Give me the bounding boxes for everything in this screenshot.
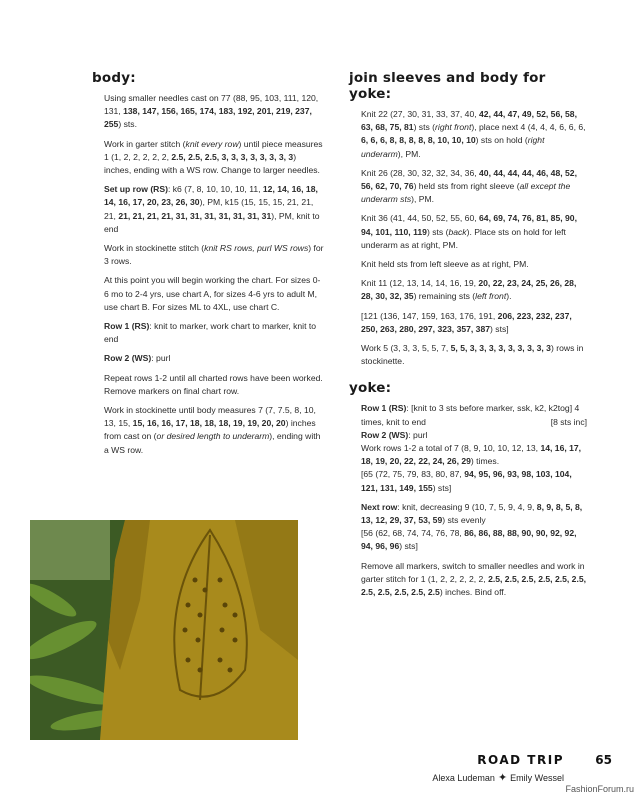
right-column bbox=[349, 70, 587, 605]
knit-back-paragraph: Knit 36 (41, 44, 50, 52, 55, 60, 64, 69, 74, 76, 81, 85, 90, 94, 101, 110, 119) sts (back). Place sts on hold for left underarm as at right, PM. bbox=[361, 213, 577, 250]
yoke-repeat-paragraph: Work rows 1-2 a total of 7 (8, 9, 10, 10, 12, 13, 14, 16, 17, 18, 19, 20, 22, 22, 24, 26, 29) times. bbox=[361, 443, 582, 467]
yoke-row-1-paragraph: Row 1 (RS): [knit to 3 sts before marker, ssk, k2, k2tog] 4 times, knit to end [8 sts inc] bbox=[349, 402, 587, 428]
section-heading-body: body: bbox=[92, 70, 136, 86]
chart-instructions-paragraph: At this point you will begin working the chart. For sizes 0-6 mo to 2-4 yrs, use chart A, for sizes 4-6 yrs to adult M, use chart B. For sizes ML to 4XL, use chart C. bbox=[104, 275, 321, 312]
sweater-photo-illustration bbox=[30, 520, 298, 740]
sweater-photo bbox=[30, 520, 298, 740]
stockinette-rows-paragraph: Work 5 (3, 3, 3, 5, 5, 7, 5, 5, 3, 3, 3, 3, 3, 3, 3, 3, 3) rows in stockinette. bbox=[361, 343, 584, 367]
knit-left-sleeve-paragraph: Knit held sts from left sleeve as at right, PM. bbox=[361, 259, 529, 270]
final-stitch-count-paragraph: [56 (62, 68, 74, 74, 76, 78, 86, 86, 88, 88, 90, 90, 92, 92, 94, 96, 96) sts] bbox=[361, 528, 577, 552]
yoke-row-2-paragraph: Row 2 (WS): purl bbox=[361, 429, 428, 440]
next-row-paragraph: Next row: knit, decreasing 9 (10, 7, 5, 9, 4, 9, 8, 9, 8, 5, 8, 13, 12, 29, 37, 53, 59) sts evenly bbox=[361, 501, 583, 526]
cast-on-paragraph: Using smaller needles cast on 77 (88, 95, 103, 111, 120, 131, 138, 147, 156, 165, 174, 183, 192, 201, 219, 237, 255) sts. bbox=[104, 93, 319, 130]
author-credits: Alexa Ludeman ✦ Emily Wessel bbox=[432, 772, 564, 784]
knit-left-front-paragraph: Knit 11 (12, 13, 14, 14, 16, 19, 20, 22, 23, 24, 25, 26, 28, 28, 30, 32, 35) remaining sts (left front). bbox=[361, 278, 577, 302]
yoke-stitch-count-paragraph: [65 (72, 75, 79, 83, 80, 87, 94, 95, 96, 93, 98, 103, 104, 121, 131, 149, 155) sts] bbox=[361, 469, 572, 493]
section-heading-join: join sleeves and body for yoke: bbox=[349, 70, 546, 102]
bind-off-paragraph: Remove all markers, switch to smaller needles and work in garter stitch for 1 (1, 2, 2, 2, 2, 2, 2.5, 2.5, 2.5, 2.5, 2.5, 2.5, 2.5, 2.5, 2.5, 2.5, 2.5) inches. Bind off. bbox=[361, 560, 587, 598]
watermark: FashionForum.ru bbox=[565, 784, 634, 794]
left-column bbox=[92, 70, 324, 463]
stockinette-paragraph: Work in stockinette stitch (knit RS rows, purl WS rows) for 3 rows. bbox=[104, 243, 324, 267]
garter-paragraph: Work in garter stitch (knit every row) until piece measures 1 (1, 2, 2, 2, 2, 2, 2.5, 2.5, 2.5, 3, 3, 3, 3, 3, 3, 3, 3) inches, ending with a WS row. Change to larger needles. bbox=[104, 138, 323, 176]
magazine-section-title: ROAD TRIP bbox=[477, 753, 564, 767]
row-2-paragraph: Row 2 (WS): purl bbox=[104, 353, 171, 364]
sky-patch bbox=[30, 520, 110, 580]
stitch-count-paragraph: [121 (136, 147, 159, 163, 176, 191, 206, 223, 232, 237, 250, 263, 280, 297, 323, 357, 387) sts] bbox=[361, 310, 572, 334]
increase-note: [8 sts inc] bbox=[550, 416, 587, 427]
section-heading-yoke: yoke: bbox=[349, 380, 392, 397]
star-icon: ✦ bbox=[497, 772, 508, 784]
body-length-paragraph: Work in stockinette until body measures 7 (7, 7.5, 8, 10, 13, 15, 15, 16, 16, 17, 18, 18, 18, 19, 19, 20, 20) inches from cast on (or desired length to underarm), ending with a WS row. bbox=[104, 405, 321, 455]
knit-right-sleeve-paragraph: Knit 26 (28, 30, 32, 32, 34, 36, 40, 44, 44, 44, 46, 48, 52, 56, 62, 70, 76) held sts from right sleeve (all except the underarm sts), PM. bbox=[361, 167, 577, 205]
repeat-paragraph: Repeat rows 1-2 until all charted rows have been worked. Remove markers on final chart row. bbox=[104, 372, 323, 396]
knit-right-front-paragraph: Knit 22 (27, 30, 31, 33, 37, 40, 42, 44, 47, 49, 52, 56, 58, 63, 68, 75, 81) sts (right front), place next 4 (4, 4, 4, 6, 6, 6, 6, 6, 6, 8, 8, 8, 8, 8, 10, 10, 10) sts on hold (right underarm), PM. bbox=[361, 109, 586, 159]
row-1-paragraph: Row 1 (RS): knit to marker, work chart to marker, knit to end bbox=[104, 321, 317, 345]
page-number: 65 bbox=[595, 753, 612, 767]
set-up-row-paragraph: Set up row (RS): k6 (7, 8, 10, 10, 10, 11, 12, 14, 16, 18, 14, 16, 17, 20, 23, 26, 30), PM, k15 (15, 15, 15, 21, 21, 21, 21, 21, 21, 21, 31, 31, 31, 31, 31, 31, 31), PM, knit to end bbox=[104, 184, 320, 234]
